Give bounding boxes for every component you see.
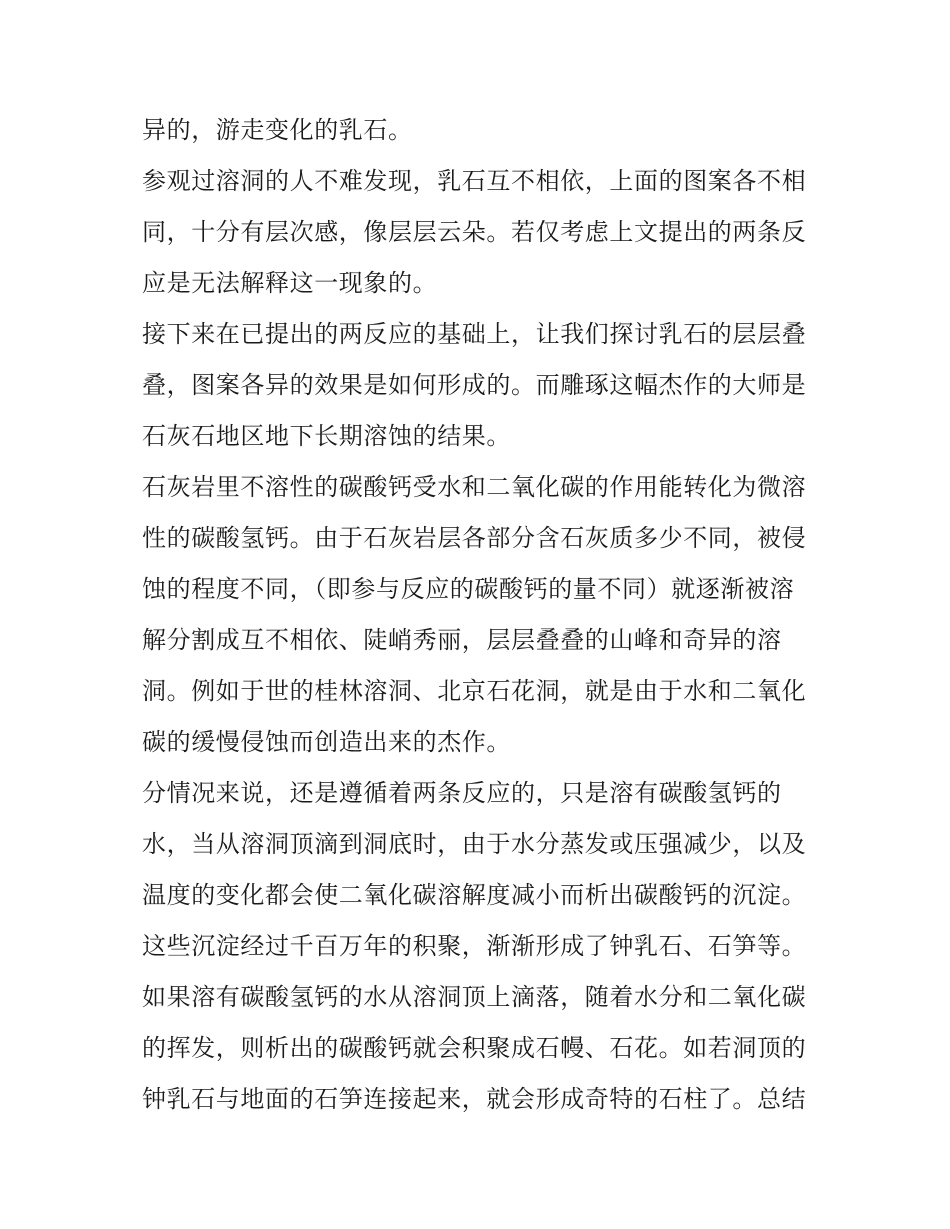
- text-line-13: 碳的缓慢侵蚀而创造出来的杰作。: [142, 728, 511, 756]
- text-line-3: 同，十分有层次感，像层层云朵。若仅考虑上文提出的两条反: [142, 218, 807, 246]
- text-line-1: 异的，游走变化的乳石。: [142, 116, 413, 144]
- text-line-6: 叠，图案各异的效果是如何形成的。而雕琢这幅杰作的大师是: [142, 371, 807, 399]
- text-line-20: 钟乳石与地面的石笋连接起来，就会形成奇特的石柱了。总结: [142, 1085, 807, 1113]
- text-line-2: 参观过溶洞的人不难发现，乳石互不相依，上面的图案各不相: [142, 167, 807, 195]
- text-line-15: 水，当从溶洞顶滴到洞底时，由于水分蒸发或压强减少，以及: [142, 830, 807, 858]
- text-line-18: 如果溶有碳酸氢钙的水从溶洞顶上滴落，随着水分和二氧化碳: [142, 983, 807, 1011]
- text-line-7: 石灰石地区地下长期溶蚀的结果。: [142, 422, 511, 450]
- text-line-11: 解分割成互不相依、陡峭秀丽，层层叠叠的山峰和奇异的溶: [142, 626, 782, 654]
- text-line-8: 石灰岩里不溶性的碳酸钙受水和二氧化碳的作用能转化为微溶: [142, 473, 807, 501]
- text-line-17: 这些沉淀经过千百万年的积聚，渐渐形成了钟乳石、石笋等。: [142, 932, 807, 960]
- text-line-10: 蚀的程度不同，（即参与反应的碳酸钙的量不同）就逐渐被溶: [142, 575, 795, 603]
- text-line-19: 的挥发，则析出的碳酸钙就会积聚成石幔、石花。如若洞顶的: [142, 1034, 807, 1062]
- text-line-14: 分情况来说，还是遵循着两条反应的，只是溶有碳酸氢钙的: [142, 779, 782, 807]
- text-line-4: 应是无法解释这一现象的。: [142, 269, 438, 297]
- text-line-12: 洞。例如于世的桂林溶洞、北京石花洞，就是由于水和二氧化: [142, 677, 807, 705]
- text-line-9: 性的碳酸氢钙。由于石灰岩层各部分含石灰质多少不同，被侵: [142, 524, 807, 552]
- text-line-16: 温度的变化都会使二氧化碳溶解度减小而析出碳酸钙的沉淀。: [142, 881, 807, 909]
- text-line-5: 接下来在已提出的两反应的基础上，让我们探讨乳石的层层叠: [142, 320, 807, 348]
